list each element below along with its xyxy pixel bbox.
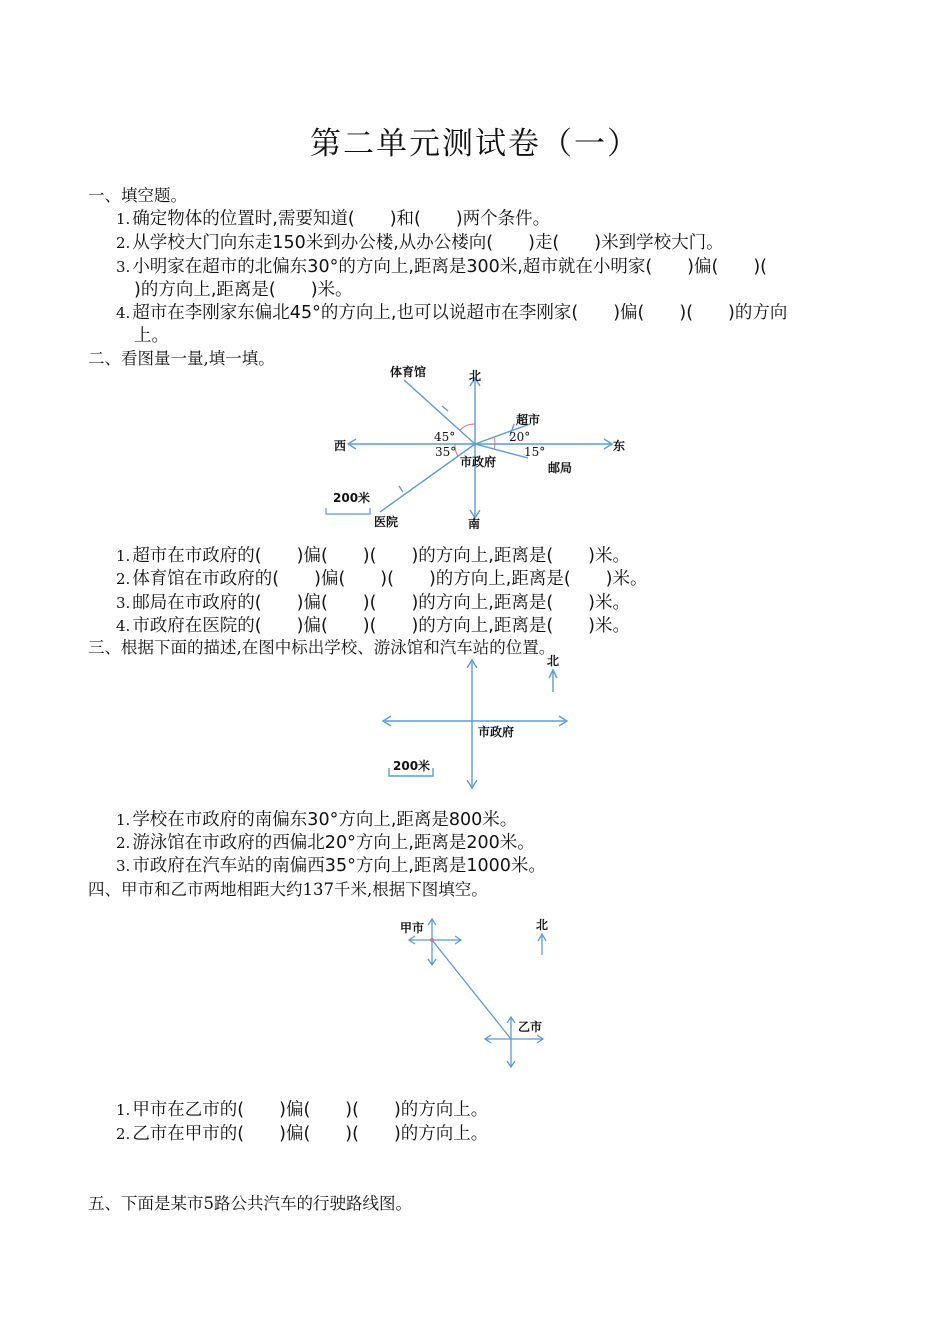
s2-question-3: 3. 邮局在市政府的( )偏( )( )的方向上,距离是( )米。 bbox=[116, 593, 630, 613]
s1-question-1: 1. 确定物体的位置时,需要知道( )和( )两个条件。 bbox=[116, 209, 551, 229]
section-5-heading: 五、下面是某市5路公共汽车的行驶路线图。 bbox=[88, 1194, 412, 1213]
s3-question-1: 1. 学校在市政府的南偏东30°方向上,距离是800米。 bbox=[116, 810, 518, 830]
north-label-4: 北 bbox=[536, 918, 549, 932]
city-b-label: 乙市 bbox=[518, 1020, 543, 1034]
hospital-label: 医院 bbox=[374, 515, 399, 529]
west-label: 西 bbox=[334, 439, 347, 453]
compass-figure-2 bbox=[320, 360, 640, 532]
center-label: 市政府 bbox=[460, 455, 497, 469]
s1-question-4: 4. 超市在李刚家东偏北45°的方向上,也可以说超市在李刚家( )偏( )( )的方向 bbox=[116, 303, 788, 323]
page-title: 第二单元测试卷（一） bbox=[310, 126, 640, 162]
s4-question-1: 1. 甲市在乙市的( )偏( )( )的方向上。 bbox=[116, 1100, 489, 1120]
east-label: 东 bbox=[613, 439, 626, 453]
s1-question-4-cont: 上。 bbox=[134, 326, 169, 346]
s2-question-2: 2. 体育馆在市政府的( )偏( )( )的方向上,距离是( )米。 bbox=[116, 569, 648, 589]
s1-question-2: 2. 从学校大门向东走150米到办公楼,从办公楼向( )走( )米到学校大门。 bbox=[116, 233, 724, 253]
north-label-3: 北 bbox=[547, 654, 560, 668]
map-figure-4 bbox=[395, 915, 565, 1075]
s2-question-4: 4. 市政府在医院的( )偏( )( )的方向上,距离是( )米。 bbox=[116, 616, 630, 636]
s3-question-2: 2. 游泳馆在市政府的西偏北20°方向上,距离是200米。 bbox=[116, 833, 535, 853]
s1-question-3: 3. 小明家在超市的北偏东30°的方向上,距离是300米,超市就在小明家( )偏( )( bbox=[116, 257, 767, 277]
section-3-heading: 三、根据下面的描述,在图中标出学校、游泳馆和汽车站的位置。 bbox=[88, 638, 556, 657]
angle-supermarket: 20° bbox=[509, 430, 531, 444]
south-label: 南 bbox=[468, 517, 481, 531]
north-label: 北 bbox=[469, 369, 482, 383]
scale-label: 200米 bbox=[333, 491, 371, 505]
s4-question-2: 2. 乙市在甲市的( )偏( )( )的方向上。 bbox=[116, 1124, 489, 1144]
s2-question-1: 1. 超市在市政府的( )偏( )( )的方向上,距离是( )米。 bbox=[116, 546, 630, 566]
compass-figure-3 bbox=[380, 652, 580, 792]
s1-question-3-cont: )的方向上,距离是( )米。 bbox=[134, 280, 353, 300]
city-a-label: 甲市 bbox=[400, 921, 425, 935]
angle-hospital: 35° bbox=[435, 445, 457, 459]
section-1-heading: 一、填空题。 bbox=[88, 186, 187, 205]
supermarket-label: 超市 bbox=[516, 413, 541, 427]
section-4-heading: 四、甲市和乙市两地相距大约137千米,根据下图填空。 bbox=[88, 880, 488, 899]
post-label: 邮局 bbox=[548, 461, 573, 475]
s3-question-3: 3. 市政府在汽车站的南偏西35°方向上,距离是1000米。 bbox=[116, 856, 546, 876]
scale-label-3: 200米 bbox=[393, 759, 431, 773]
section-2-heading: 二、看图量一量,填一填。 bbox=[88, 349, 275, 368]
center-label-3: 市政府 bbox=[478, 725, 515, 739]
angle-gym: 45° bbox=[434, 430, 456, 444]
angle-post: 15° bbox=[524, 445, 546, 459]
gym-label: 体育馆 bbox=[390, 365, 427, 379]
